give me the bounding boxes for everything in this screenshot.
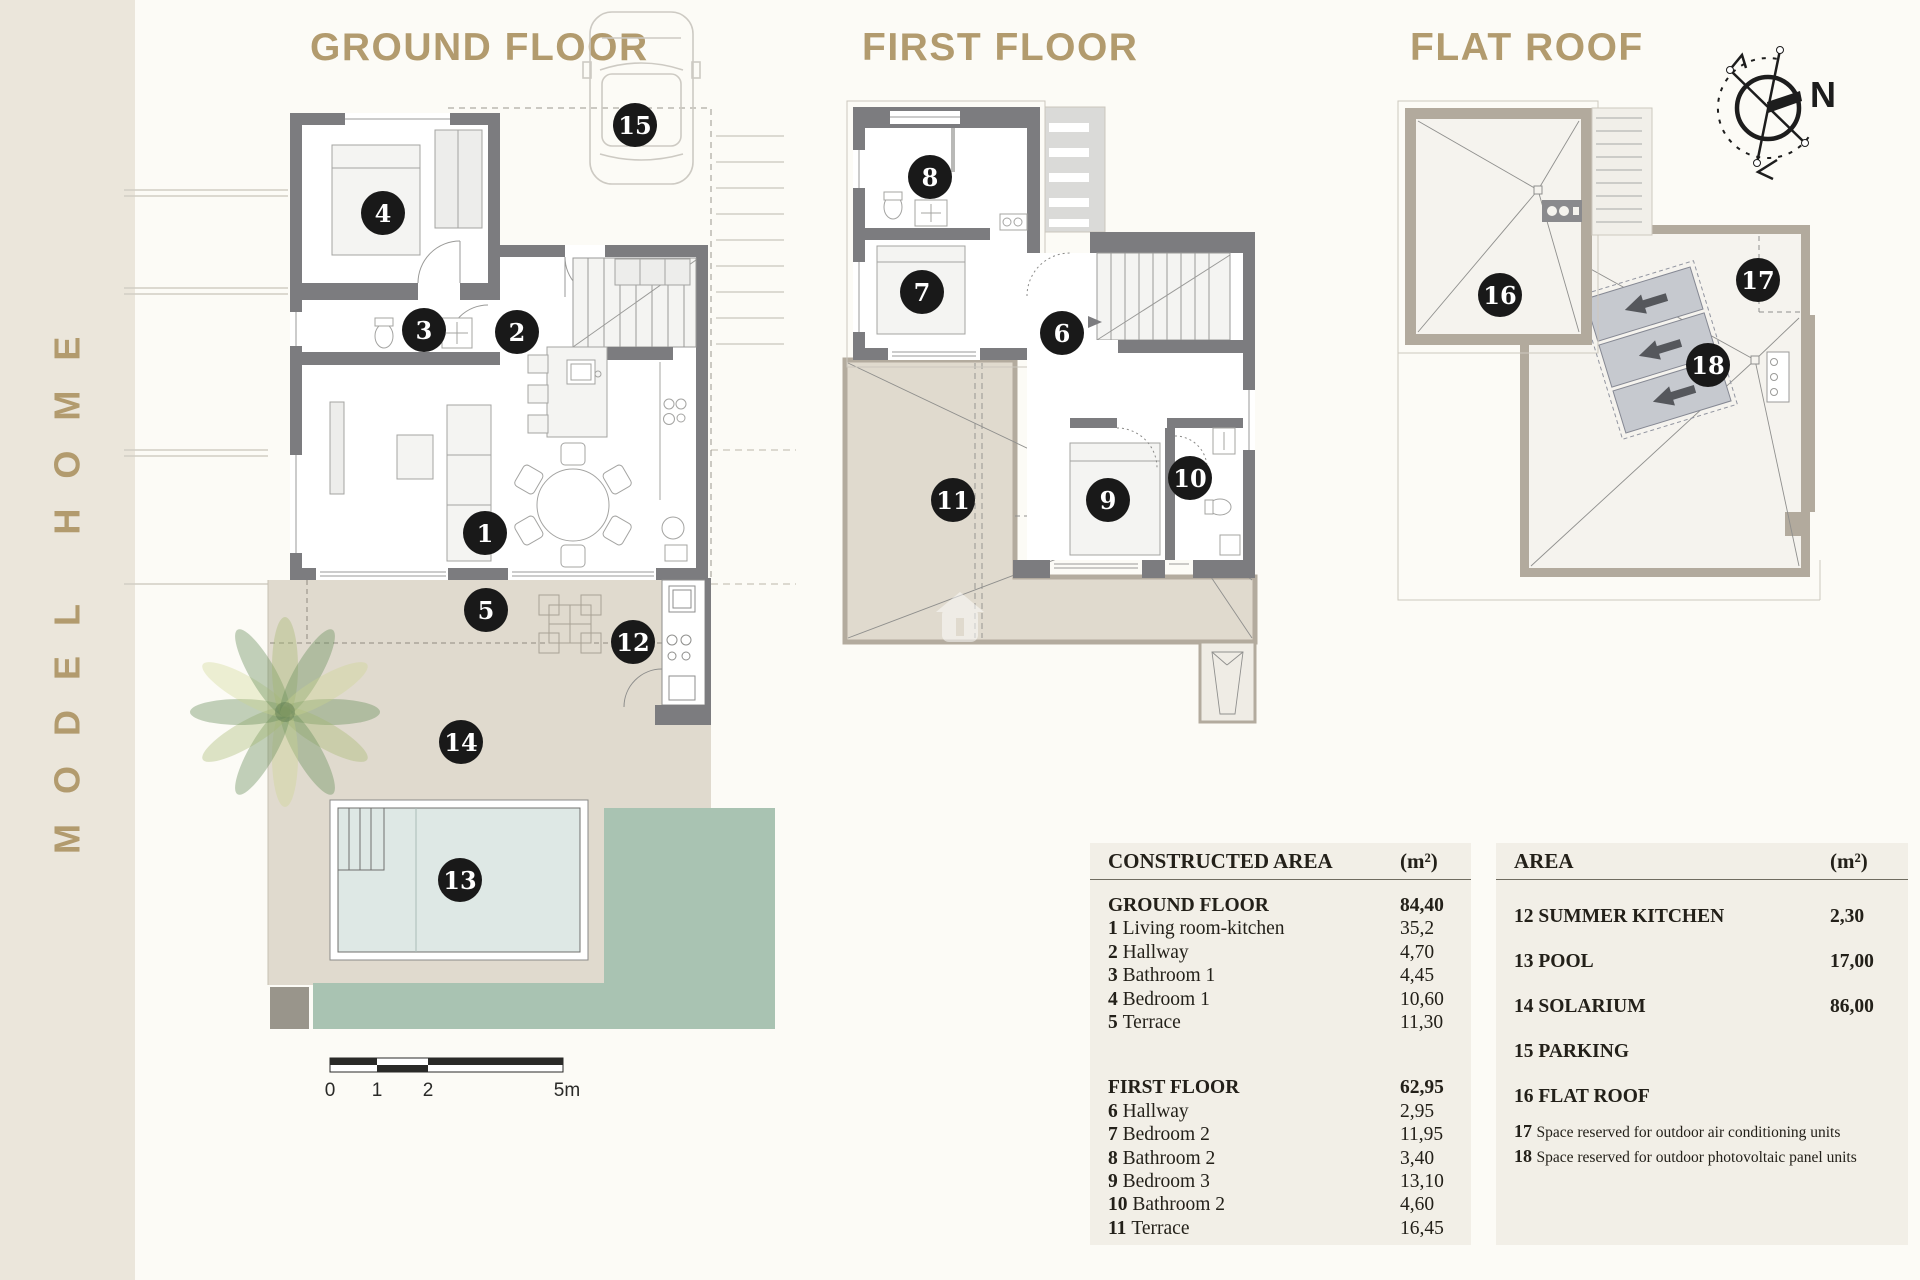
- table-row: 4 Bedroom 1 10,60: [1108, 988, 1444, 1010]
- table-row: 10 Bathroom 2 4,60: [1108, 1194, 1435, 1216]
- ground-building: [290, 113, 708, 580]
- interior-staircase: [1097, 253, 1230, 340]
- ac-unit: [1767, 352, 1789, 402]
- flat-roof-drawing: [1390, 0, 1920, 640]
- room-badge-13: 13: [438, 858, 482, 902]
- room-badge-9: 9: [1086, 478, 1130, 522]
- room-badge-12: 12: [611, 620, 655, 664]
- first-right-block: [1013, 232, 1255, 578]
- flat-roof-plan: [1390, 0, 1920, 640]
- room-badge-2: 2: [495, 310, 539, 354]
- compass-north-label: N: [1810, 74, 1836, 115]
- area-table-unit: (m²): [1830, 849, 1868, 873]
- table-row: 11 Terrace 16,45: [1108, 1217, 1444, 1239]
- constructed-table-unit: (m²): [1400, 849, 1438, 873]
- constructed-table-header: [1090, 843, 1471, 879]
- table-row: 5 Terrace 11,30: [1108, 1011, 1444, 1033]
- scale-label-0: 0: [324, 1080, 336, 1100]
- constructed-table-title: CONSTRUCTED AREA: [1108, 849, 1333, 873]
- area-table-header: [1496, 843, 1908, 879]
- table-row: 12 SUMMER KITCHEN 2,30: [1514, 906, 1865, 927]
- area-table: [1496, 843, 1908, 1245]
- table-row: 14 SOLARIUM 86,00: [1514, 996, 1874, 1017]
- room-badge-10: 10: [1168, 456, 1212, 500]
- constructed-area-table: [1090, 843, 1471, 1245]
- table-row: 6 Hallway 2,95: [1108, 1100, 1435, 1122]
- car-icon: [583, 12, 700, 184]
- scale-label-5m: 5m: [553, 1080, 581, 1100]
- table-row: 9 Bedroom 3 13,10: [1108, 1170, 1444, 1192]
- room-badge-15: 15: [613, 103, 657, 147]
- table-row: 1 Living room-kitchen 35,2: [1108, 918, 1435, 940]
- roof-vent-unit: [1542, 200, 1582, 222]
- table-row: 7 Bedroom 2 11,95: [1108, 1124, 1444, 1146]
- room-badge-14: 14: [439, 720, 483, 764]
- sidebar: [0, 0, 135, 1280]
- room-badge-1: 1: [463, 511, 507, 555]
- table-row: 3 Bathroom 1 4,45: [1108, 965, 1435, 987]
- table-row: 18 Space reserved for outdoor photovoltaic panel units: [1514, 1146, 1857, 1166]
- roof-stair-hatch: [1592, 108, 1652, 235]
- scale-label-1: 1: [371, 1080, 383, 1100]
- room-badge-7: 7: [900, 270, 944, 314]
- first-floor-drawing: [830, 0, 1270, 740]
- room-badge-11: 11: [931, 478, 975, 522]
- first-floor-title: FIRST FLOOR: [862, 26, 1139, 69]
- table-section-header: FIRST FLOOR 62,95: [1108, 1077, 1444, 1099]
- outdoor-shower: [1200, 642, 1255, 722]
- scale-label-2: 2: [422, 1080, 434, 1100]
- flat-roof-title: FLAT ROOF: [1410, 26, 1644, 69]
- area-table-title: AREA: [1514, 849, 1574, 873]
- first-floor-plan: [830, 0, 1270, 740]
- room-badge-5: 5: [464, 588, 508, 632]
- table-row: 13 POOL 17,00: [1514, 951, 1874, 972]
- table-row: 16 FLAT ROOF: [1514, 1086, 1650, 1107]
- table-row: 2 Hallway 4,70: [1108, 941, 1435, 963]
- table-row: 8 Bathroom 2 3,40: [1108, 1147, 1435, 1169]
- table-row: 17 Space reserved for outdoor air conditioning units: [1514, 1121, 1841, 1141]
- ground-floor-plan: [120, 0, 800, 1100]
- ground-floor-drawing: [120, 0, 800, 1100]
- room-badge-4: 4: [361, 191, 405, 235]
- room-badge-17: 17: [1736, 258, 1780, 302]
- scale-bar: [325, 1058, 580, 1100]
- room-badge-6: 6: [1040, 311, 1084, 355]
- table-section-header: GROUND FLOOR 84,40: [1108, 895, 1444, 916]
- room-badge-3: 3: [402, 308, 446, 352]
- room-badge-18: 18: [1686, 343, 1730, 387]
- compass-icon: [1718, 47, 1836, 180]
- model-home-vertical-title: MODEL HOME: [46, 306, 88, 854]
- bedroom2-bath2-block: [847, 101, 1045, 367]
- room-badge-8: 8: [908, 155, 952, 199]
- ground-floor-title: GROUND FLOOR: [310, 26, 649, 69]
- table-row: 15 PARKING: [1514, 1041, 1630, 1062]
- room-badge-16: 16: [1478, 273, 1522, 317]
- exterior-stair-hatch: [1045, 107, 1105, 232]
